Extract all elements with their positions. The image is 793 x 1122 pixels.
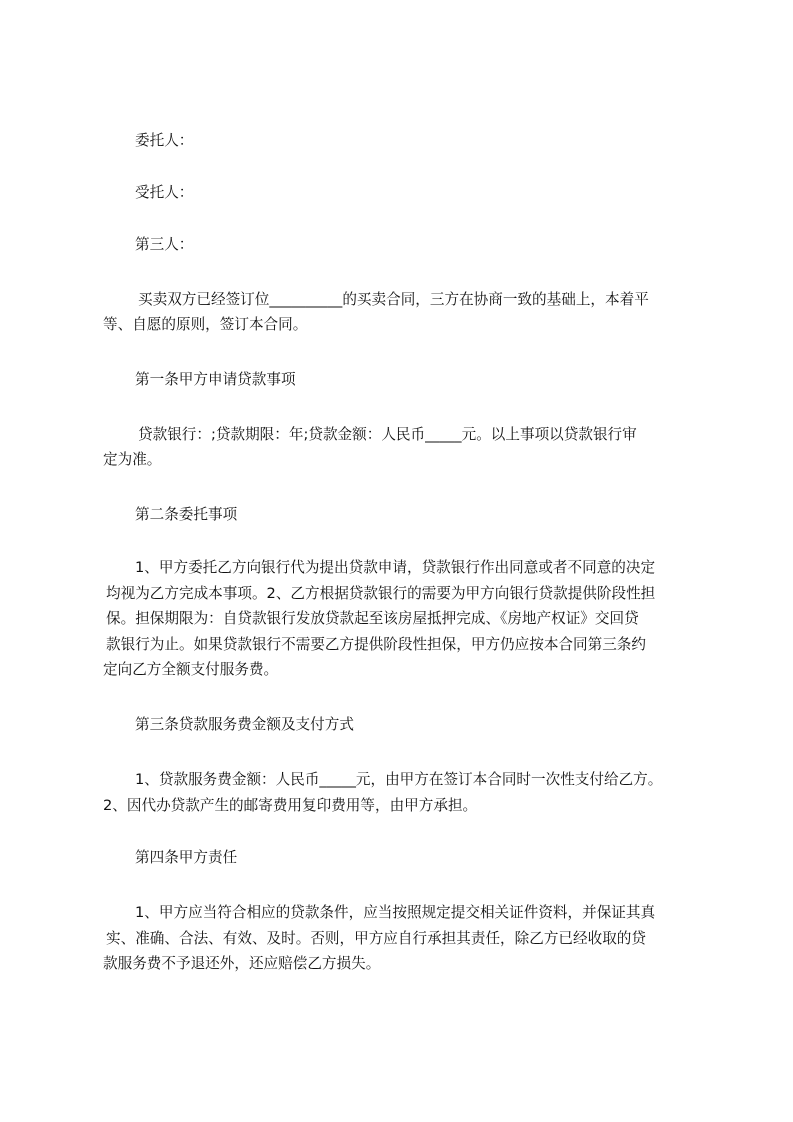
principal-label: 委托人： [135, 132, 194, 149]
article-4-line: 1、甲方应当符合相应的贷款条件，应当按照规定提交相关证件资料，并保证其真 [135, 904, 656, 921]
intro-line: 买卖双方已经签订位__________的买卖合同，三方在协商一致的基础上，本着平 [138, 291, 649, 308]
third-party-label: 第三人： [135, 236, 194, 253]
article-4-line: 实、准确、合法、有效、及时。否则，甲方应自行承担其责任，除乙方已经收取的贷 [106, 930, 646, 947]
article-2-line: 1、甲方委托乙方向银行代为提出贷款申请，贷款银行作出同意或者不同意的决定 [135, 559, 656, 576]
article-2-line: 保。担保期限为：自贷款银行发放贷款起至该房屋抵押完成、《房地产权证》交回贷 [106, 610, 639, 627]
article-3-title: 第三条贷款服务费金额及支付方式 [135, 716, 354, 733]
article-2-line: 均视为乙方完成本事项。2、乙方根据贷款银行的需要为甲方向银行贷款提供阶段性担 [106, 585, 656, 602]
article-2-line: 定向乙方全额支付服务费。 [103, 661, 279, 678]
article-3-line: 1、贷款服务费金额：人民币_____元，由甲方在签订本合同时一次性支付给乙方。 [135, 771, 663, 788]
agent-label: 受托人： [135, 184, 194, 201]
article-3-line: 2、因代办贷款产生的邮寄费用复印费用等，由甲方承担。 [103, 797, 478, 814]
article-1-line: 定为准。 [103, 451, 162, 468]
article-1-title: 第一条甲方申请贷款事项 [135, 371, 296, 388]
article-2-title: 第二条委托事项 [135, 506, 238, 523]
article-4-line: 款服务费不予退还外，还应赔偿乙方损失。 [103, 955, 381, 972]
article-2-line: 款银行为止。如果贷款银行不需要乙方提供阶段性担保，甲方仍应按本合同第三条约 [106, 636, 646, 653]
article-1-line: 贷款银行：;贷款期限：年;贷款金额：人民币_____元。以上事项以贷款银行审 [138, 426, 637, 443]
intro-line: 等、自愿的原则，签订本合同。 [103, 316, 308, 333]
article-4-title: 第四条甲方责任 [135, 849, 238, 866]
